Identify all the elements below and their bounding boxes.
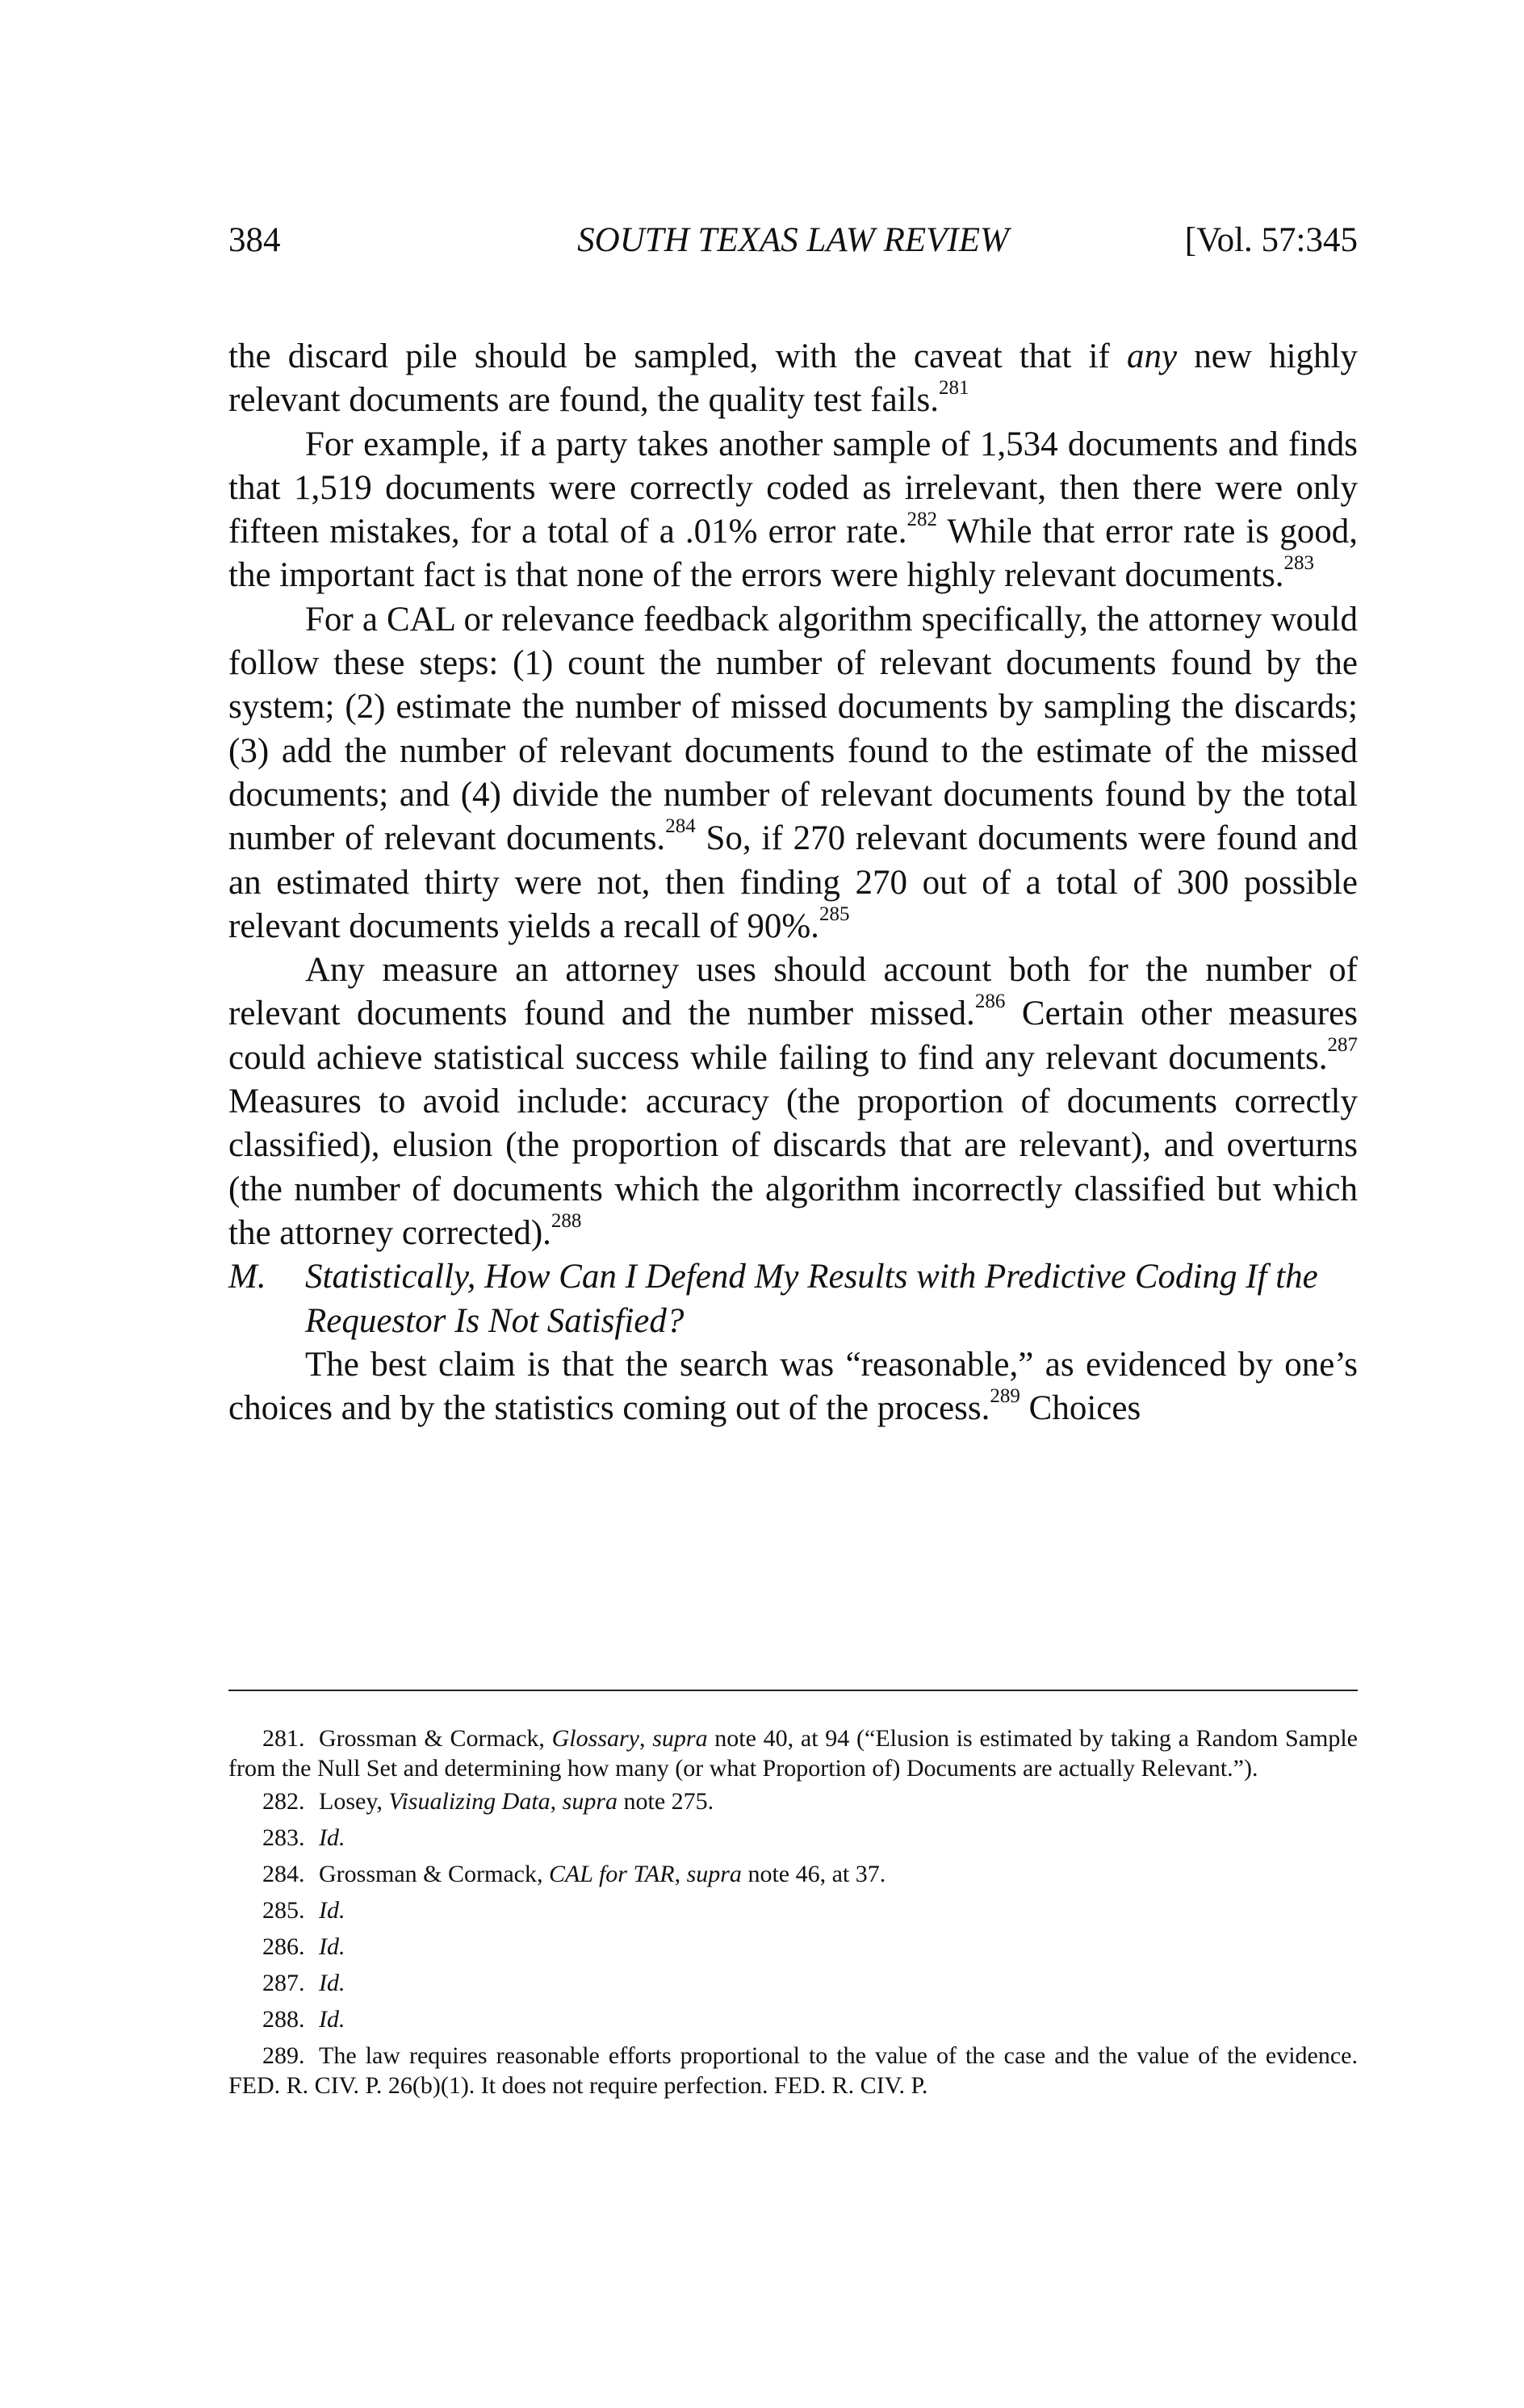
paragraph: The best claim is that the search was “reasonable,” as evidenced by one’s choices and by the statistics coming out of the process.$^{289}$ Choices xyxy=(228,1345,1358,1428)
footnote-ref[interactable]: 288 xyxy=(551,1209,582,1232)
section-label: M. xyxy=(228,1258,266,1296)
footnote: 285. Id. xyxy=(262,1897,345,1924)
footnote: 289. The law requires reasonable efforts proportional to the value of the case and the value of the evidence. FED. R. CIV. P. 26(b)(1). It does not require perfection. FED. R. CIV. P. xyxy=(228,2042,1358,2099)
footnote: 288. Id. xyxy=(262,2006,345,2033)
footnote-ref[interactable]: 287 xyxy=(1327,1034,1358,1057)
footnotes xyxy=(228,1723,1358,2104)
section-heading xyxy=(228,1255,1358,1343)
paragraph: For a CAL or relevance feedback algorithm specifically, the attorney would follow these steps: (1) count the number of relevant documents found by the system; (2) estimate the number of missed documents by sampling the discards; (3) add the number of relevant documents found to the estimate of the missed documents; and (4) divide the number of relevant documents found by the total number of relevant documents.$^{284}$ So, if 270 relevant documents were found and an estimated thirty were not, then finding 270 out of a total of 300 possible relevant documents yields a recall of 90%.$^{285}$ xyxy=(228,600,1358,945)
running-header xyxy=(228,216,1358,265)
footnote-ref[interactable]: 286 xyxy=(974,990,1006,1013)
paragraph: the discard pile should be sampled, with the caveat that if any new highly relevant documents are found, the quality test fails.$^{281}$ xyxy=(228,337,1358,420)
footnote-ref[interactable]: 284 xyxy=(665,815,696,837)
volume-citation: [Vol. 57:345 xyxy=(1184,221,1358,259)
footnote: 287. Id. xyxy=(262,1970,345,1996)
journal-title: SOUTH TEXAS LAW REVIEW xyxy=(577,221,1009,259)
footnote-divider xyxy=(228,1690,1358,1691)
footnote: 283. Id. xyxy=(262,1824,345,1851)
footnote-ref[interactable]: 281 xyxy=(939,376,969,399)
footnote-ref[interactable]: 283 xyxy=(1283,552,1314,575)
footnote: 282. Losey, Visualizing Data, supra note 275. xyxy=(262,1788,714,1815)
footnote: 286. Id. xyxy=(262,1933,345,1960)
section-title: Statistically, How Can I Defend My Results with Predictive Coding If the Requestor Is Not Satisfied? xyxy=(305,1258,1318,1340)
body-text xyxy=(228,335,1358,1430)
footnote-ref[interactable]: 285 xyxy=(819,902,850,925)
page-number: 384 xyxy=(228,221,281,259)
paragraph: Any measure an attorney uses should account both for the number of relevant documents found and the number missed.$^{286}$ Certain other measures could achieve statistical success while failing to find any relevant documents.$^{287}$ Measures to avoid include: accuracy (the proportion of documents correctly classified), elusion (the proportion of discards that are relevant), and overturns (the number of documents which the algorithm incorrectly classified but which the attorney corrected).$^{288}$ xyxy=(228,951,1358,1252)
footnote: 284. Grossman & Cormack, CAL for TAR, supra note 46, at 37. xyxy=(262,1861,886,1887)
footnote-ref[interactable]: 289 xyxy=(990,1384,1020,1407)
footnote-ref[interactable]: 282 xyxy=(906,508,937,530)
paragraph: For example, if a party takes another sample of 1,534 documents and finds that 1,519 documents were correctly coded as irrelevant, then there were only fifteen mistakes, for a total of a .01% error rate.$^{282}$ While that error rate is good, the important fact is that none of the errors were highly relevant documents.$^{283}$ xyxy=(228,425,1358,595)
footnote: 281. Grossman & Cormack, Glossary, supra note 40, at 94 (“Elusion is estimated by taking a Random Sample from the Null Set and determining how many (or what Proportion of) Documents are actually Relevant.”). xyxy=(228,1725,1358,1782)
